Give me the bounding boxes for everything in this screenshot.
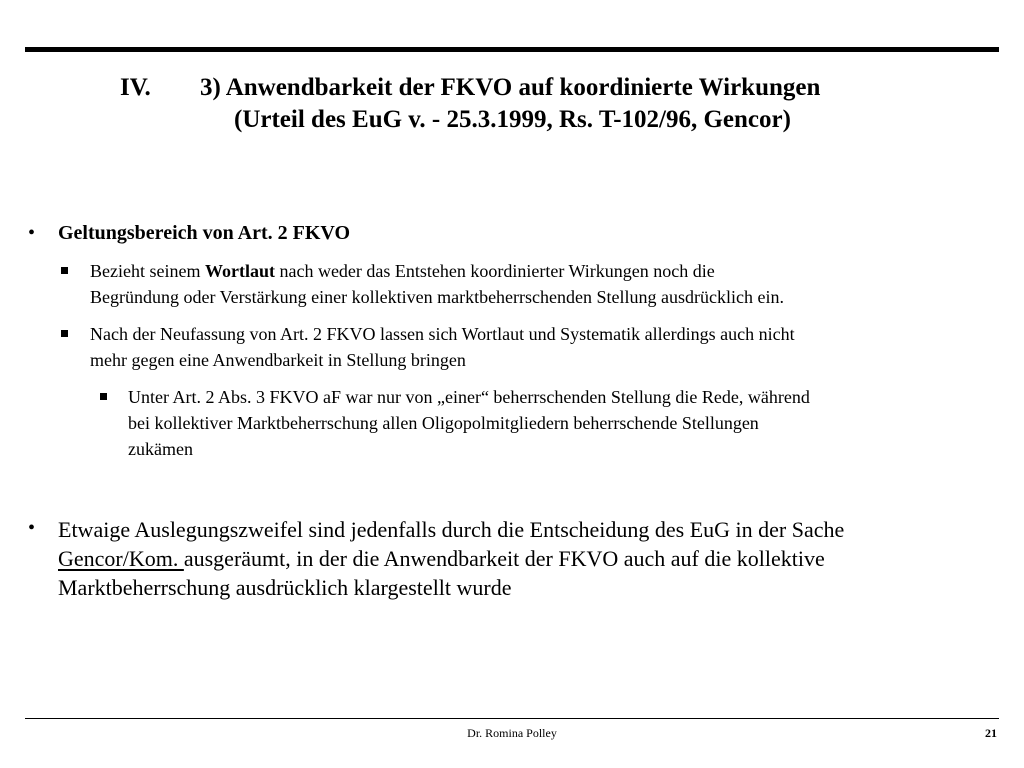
page-number: 21 [985, 726, 997, 740]
bullet-2-line-3: Marktbeherrschung ausdrücklich klargestellt wurde [58, 575, 512, 600]
bullet-2 [58, 515, 844, 602]
sub-sub-bullet [128, 384, 810, 462]
slide-title [120, 72, 820, 136]
sub-bullet-1-text-b: nach weder das Entstehen koordinierter Wirkungen noch die [274, 261, 715, 281]
sub-bullet-2-text-a: Nach der Neufassung von Art. 2 FKVO lassen sich Wortlaut und Systematik allerdings auch nicht [90, 324, 795, 344]
bullet-2-line-1: Etwaige Auslegungszweifel sind jedenfalls durch die Entscheidung des EuG in der Sache [58, 517, 845, 542]
sub-sub-bullet-text-c: zukämen [128, 439, 193, 459]
bullet-2-line-2: ausgeräumt, in der die Anwendbarkeit der FKVO auch auf die kollektive [183, 546, 825, 571]
title-line-2 [120, 104, 820, 136]
sub-bullet-1 [90, 258, 784, 310]
title-text-2: (Urteil des EuG v. - 25.3.1999, Rs. T-102/96, Gencor) [234, 106, 791, 133]
sub-bullet-2-text-b: mehr gegen eine Anwendbarkeit in Stellung bringen [90, 350, 466, 370]
footer-author: Dr. Romina Polley [467, 726, 557, 740]
square-bullet-icon [100, 393, 107, 400]
bottom-rule [25, 718, 999, 719]
sub-bullet-1-text-a: Bezieht seinem [90, 261, 205, 281]
title-number: IV. [120, 74, 151, 101]
top-rule [25, 47, 999, 52]
sub-sub-bullet-text-b: bei kollektiver Marktbeherrschung allen Oligopolmitgliedern beherrschende Stellungen [128, 413, 759, 433]
title-line-1 [120, 72, 820, 104]
sub-bullet-1-text-c: Begründung oder Verstärkung einer kollektiven marktbeherrschenden Stellung ausdrücklich ein. [90, 287, 784, 307]
sub-sub-bullet-text-a: Unter Art. 2 Abs. 3 FKVO aF war nur von „einer“ beherrschenden Stellung die Rede, während [128, 387, 810, 407]
bullet-1-heading: Geltungsbereich von Art. 2 FKVO [58, 222, 351, 244]
sub-bullet-1-bold: Wortlaut [204, 261, 275, 281]
square-bullet-icon [61, 330, 68, 337]
square-bullet-icon [61, 267, 68, 274]
case-name: Gencor/Kom. [58, 546, 184, 571]
title-text-1: 3) Anwendbarkeit der FKVO auf koordinierte Wirkungen [200, 74, 821, 101]
sub-bullet-2 [90, 321, 795, 373]
bullet-dot-2: • [28, 517, 36, 539]
bullet-dot-1: • [28, 222, 36, 244]
